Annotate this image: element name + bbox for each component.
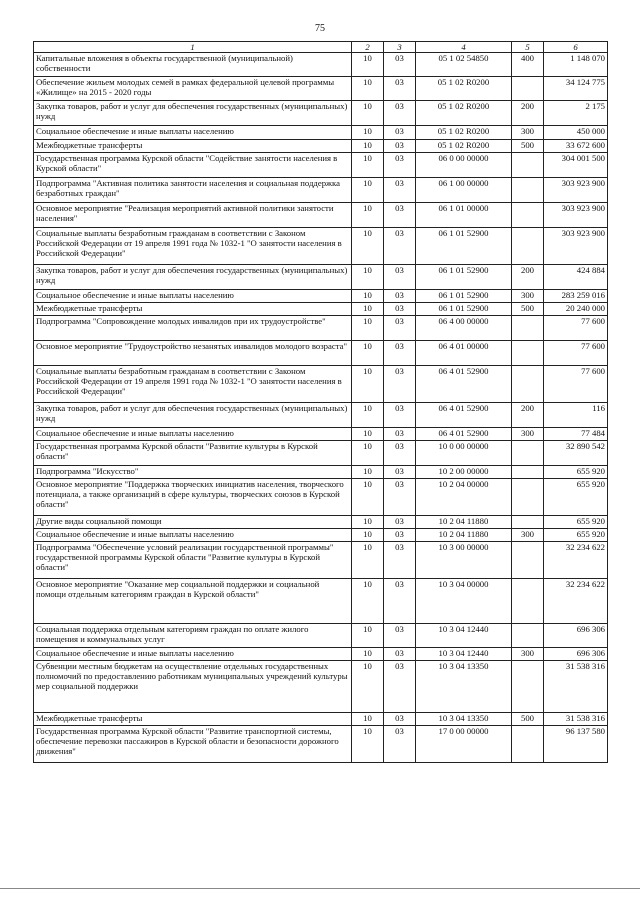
row-section-cell: 10 (352, 661, 384, 713)
row-name-cell: Социальная поддержка отдельным категориям граждан по оплате жилого помещения и коммунальных услуг (34, 624, 352, 648)
row-article-cell: 06 4 01 52900 (416, 428, 512, 441)
table-row (34, 366, 608, 403)
row-amount-cell: 303 923 900 (544, 203, 608, 228)
row-expense-type-cell (512, 542, 544, 579)
row-expense-type-cell (512, 441, 544, 466)
page-number: 75 (315, 23, 325, 34)
row-name-cell: Межбюджетные трансферты (34, 140, 352, 153)
row-article-cell: 05 1 02 R0200 (416, 126, 512, 140)
row-name-cell: Закупка товаров, работ и услуг для обеспечения государственных (муниципальных) нужд (34, 265, 352, 290)
row-name-cell: Другие виды социальной помощи (34, 516, 352, 529)
row-name-cell: Основное мероприятие "Оказание мер социальной поддержки и социальной помощи отдельным категориям граждан в Курской области" (34, 579, 352, 624)
row-name-cell: Основное мероприятие "Трудоустройство незанятых инвалидов молодого возраста" (34, 341, 352, 366)
table-row (34, 542, 608, 579)
row-amount-cell: 1 148 070 (544, 53, 608, 77)
row-name-cell: Подпрограмма "Сопровождение молодых инвалидов при их трудоустройстве" (34, 316, 352, 341)
row-subsection-cell: 03 (384, 579, 416, 624)
row-name-cell: Социальное обеспечение и иные выплаты населению (34, 126, 352, 140)
row-section-cell: 10 (352, 624, 384, 648)
row-subsection-cell: 03 (384, 228, 416, 265)
row-section-cell: 10 (352, 366, 384, 403)
table-row (34, 140, 608, 153)
row-amount-cell: 77 484 (544, 428, 608, 441)
row-subsection-cell: 03 (384, 479, 416, 516)
row-section-cell: 10 (352, 153, 384, 178)
table-row (34, 648, 608, 661)
row-subsection-cell: 03 (384, 140, 416, 153)
row-amount-cell: 655 920 (544, 529, 608, 542)
row-section-cell: 10 (352, 290, 384, 303)
table-row (34, 516, 608, 529)
row-name-cell: Социальное обеспечение и иные выплаты населению (34, 529, 352, 542)
row-section-cell: 10 (352, 178, 384, 203)
row-amount-cell: 283 259 016 (544, 290, 608, 303)
row-expense-type-cell: 300 (512, 126, 544, 140)
row-amount-cell: 655 920 (544, 479, 608, 516)
row-section-cell: 10 (352, 542, 384, 579)
row-section-cell: 10 (352, 403, 384, 428)
row-amount-cell: 77 600 (544, 316, 608, 341)
budget-table (33, 41, 608, 763)
row-article-cell: 06 0 00 00000 (416, 153, 512, 178)
row-article-cell: 06 1 01 00000 (416, 203, 512, 228)
row-section-cell: 10 (352, 77, 384, 101)
row-subsection-cell: 03 (384, 341, 416, 366)
row-article-cell: 06 1 01 52900 (416, 290, 512, 303)
row-name-cell: Государственная программа Курской области "Развитие транспортной системы, обеспечение перевозки пассажиров в Курской области и безопасности дорожного движения" (34, 726, 352, 763)
row-name-cell: Межбюджетные трансферты (34, 713, 352, 726)
row-name-cell: Межбюджетные трансферты (34, 303, 352, 316)
row-subsection-cell: 03 (384, 624, 416, 648)
row-amount-cell: 34 124 775 (544, 77, 608, 101)
row-subsection-cell: 03 (384, 126, 416, 140)
row-name-cell: Государственная программа Курской области "Развитие культуры в Курской области" (34, 441, 352, 466)
row-amount-cell: 32 234 622 (544, 542, 608, 579)
row-amount-cell: 696 306 (544, 648, 608, 661)
row-expense-type-cell: 500 (512, 140, 544, 153)
row-subsection-cell: 03 (384, 466, 416, 479)
row-article-cell: 10 2 04 00000 (416, 479, 512, 516)
table-row (34, 661, 608, 713)
row-section-cell: 10 (352, 466, 384, 479)
row-name-cell: Социальное обеспечение и иные выплаты населению (34, 428, 352, 441)
row-article-cell: 10 3 04 13350 (416, 713, 512, 726)
row-amount-cell: 20 240 000 (544, 303, 608, 316)
row-expense-type-cell (512, 316, 544, 341)
column-header-expense-type: 5 (512, 42, 544, 53)
row-name-cell: Государственная программа Курской области "Содействие занятости населения в Курской области" (34, 153, 352, 178)
row-section-cell: 10 (352, 316, 384, 341)
row-name-cell: Субвенции местным бюджетам на осуществление отдельных государственных полномочий по предоставлению работникам муниципальных учреждений культуры мер социальной поддержки (34, 661, 352, 713)
row-amount-cell: 2 175 (544, 101, 608, 126)
row-section-cell: 10 (352, 265, 384, 290)
row-name-cell: Обеспечение жильем молодых семей в рамках федеральной целевой программы «Жилище» на 2015 - 2020 годы (34, 77, 352, 101)
row-expense-type-cell: 500 (512, 713, 544, 726)
row-article-cell: 06 1 01 52900 (416, 228, 512, 265)
column-header-article: 4 (416, 42, 512, 53)
row-section-cell: 10 (352, 516, 384, 529)
table-row (34, 624, 608, 648)
row-amount-cell: 96 137 580 (544, 726, 608, 763)
row-section-cell: 10 (352, 428, 384, 441)
row-section-cell: 10 (352, 648, 384, 661)
row-article-cell: 06 1 01 52900 (416, 303, 512, 316)
row-amount-cell: 116 (544, 403, 608, 428)
column-header-amount: 6 (544, 42, 608, 53)
row-name-cell: Закупка товаров, работ и услуг для обеспечения государственных (муниципальных) нужд (34, 403, 352, 428)
row-article-cell: 05 1 02 R0200 (416, 140, 512, 153)
row-subsection-cell: 03 (384, 53, 416, 77)
row-article-cell: 05 1 02 54850 (416, 53, 512, 77)
row-section-cell: 10 (352, 726, 384, 763)
table-row (34, 441, 608, 466)
row-article-cell: 05 1 02 R0200 (416, 101, 512, 126)
column-header-section: 2 (352, 42, 384, 53)
column-header-name: 1 (34, 42, 352, 53)
row-article-cell: 06 4 01 52900 (416, 366, 512, 403)
row-amount-cell: 32 890 542 (544, 441, 608, 466)
row-expense-type-cell: 200 (512, 265, 544, 290)
row-subsection-cell: 03 (384, 661, 416, 713)
table-row (34, 265, 608, 290)
row-amount-cell: 424 884 (544, 265, 608, 290)
row-expense-type-cell: 300 (512, 428, 544, 441)
row-name-cell: Подпрограмма "Активная политика занятости населения и социальная поддержка безработных граждан" (34, 178, 352, 203)
table-row (34, 341, 608, 366)
row-section-cell: 10 (352, 479, 384, 516)
row-amount-cell: 655 920 (544, 466, 608, 479)
row-expense-type-cell: 500 (512, 303, 544, 316)
row-article-cell: 10 3 04 12440 (416, 624, 512, 648)
row-article-cell: 10 2 00 00000 (416, 466, 512, 479)
table-row (34, 403, 608, 428)
row-expense-type-cell: 200 (512, 403, 544, 428)
bottom-scan-edge (0, 888, 640, 889)
row-expense-type-cell (512, 228, 544, 265)
row-subsection-cell: 03 (384, 428, 416, 441)
table-row (34, 726, 608, 763)
row-subsection-cell: 03 (384, 178, 416, 203)
row-expense-type-cell (512, 466, 544, 479)
row-subsection-cell: 03 (384, 265, 416, 290)
row-section-cell: 10 (352, 53, 384, 77)
row-subsection-cell: 03 (384, 648, 416, 661)
table-row (34, 101, 608, 126)
row-expense-type-cell (512, 153, 544, 178)
row-expense-type-cell: 300 (512, 648, 544, 661)
row-subsection-cell: 03 (384, 542, 416, 579)
row-expense-type-cell: 400 (512, 53, 544, 77)
row-expense-type-cell (512, 726, 544, 763)
row-amount-cell: 31 538 316 (544, 713, 608, 726)
row-expense-type-cell (512, 516, 544, 529)
row-article-cell: 06 4 00 00000 (416, 316, 512, 341)
row-amount-cell: 303 923 900 (544, 178, 608, 203)
row-article-cell: 06 4 01 00000 (416, 341, 512, 366)
row-section-cell: 10 (352, 441, 384, 466)
row-amount-cell: 33 672 600 (544, 140, 608, 153)
table-header-row (34, 42, 608, 53)
row-article-cell: 10 3 04 00000 (416, 579, 512, 624)
row-article-cell: 10 0 00 00000 (416, 441, 512, 466)
row-article-cell: 10 3 00 00000 (416, 542, 512, 579)
row-subsection-cell: 03 (384, 713, 416, 726)
row-subsection-cell: 03 (384, 203, 416, 228)
row-amount-cell: 303 923 900 (544, 228, 608, 265)
row-expense-type-cell: 200 (512, 101, 544, 126)
row-article-cell: 06 4 01 52900 (416, 403, 512, 428)
row-expense-type-cell (512, 366, 544, 403)
row-amount-cell: 450 000 (544, 126, 608, 140)
row-article-cell: 10 3 04 13350 (416, 661, 512, 713)
table-row (34, 579, 608, 624)
table-row (34, 303, 608, 316)
row-expense-type-cell: 300 (512, 529, 544, 542)
row-subsection-cell: 03 (384, 516, 416, 529)
row-expense-type-cell: 300 (512, 290, 544, 303)
row-section-cell: 10 (352, 101, 384, 126)
row-article-cell: 10 2 04 11880 (416, 529, 512, 542)
row-expense-type-cell (512, 203, 544, 228)
row-name-cell: Подпрограмма "Обеспечение условий реализации государственной программы" государственной программы Курской области "Развитие культуры в Курской области" (34, 542, 352, 579)
row-expense-type-cell (512, 479, 544, 516)
row-name-cell: Основное мероприятие "Реализация мероприятий активной политики занятости населения" (34, 203, 352, 228)
row-section-cell: 10 (352, 529, 384, 542)
row-subsection-cell: 03 (384, 290, 416, 303)
row-article-cell: 10 3 04 12440 (416, 648, 512, 661)
row-section-cell: 10 (352, 203, 384, 228)
row-article-cell: 06 1 01 52900 (416, 265, 512, 290)
row-section-cell: 10 (352, 303, 384, 316)
row-article-cell: 17 0 00 00000 (416, 726, 512, 763)
row-article-cell: 10 2 04 11880 (416, 516, 512, 529)
row-expense-type-cell (512, 579, 544, 624)
row-section-cell: 10 (352, 341, 384, 366)
row-name-cell: Подпрограмма "Искусство" (34, 466, 352, 479)
table-row (34, 479, 608, 516)
row-article-cell: 05 1 02 R0200 (416, 77, 512, 101)
row-subsection-cell: 03 (384, 529, 416, 542)
row-section-cell: 10 (352, 579, 384, 624)
row-expense-type-cell (512, 624, 544, 648)
table-row (34, 529, 608, 542)
table-row (34, 466, 608, 479)
table-row (34, 316, 608, 341)
row-name-cell: Социальные выплаты безработным гражданам в соответствии с Законом Российской Федерации от 19 апреля 1991 года № 1032-1 "О занятости населения в Российской Федерации" (34, 228, 352, 265)
table-row (34, 428, 608, 441)
table-row (34, 77, 608, 101)
table-body (34, 53, 608, 763)
row-section-cell: 10 (352, 713, 384, 726)
row-name-cell: Социальные выплаты безработным гражданам в соответствии с Законом Российской Федерации от 19 апреля 1991 года № 1032-1 "О занятости населения в Российской Федерации" (34, 366, 352, 403)
table-row (34, 713, 608, 726)
row-expense-type-cell (512, 341, 544, 366)
row-amount-cell: 655 920 (544, 516, 608, 529)
row-expense-type-cell (512, 661, 544, 713)
table-row (34, 203, 608, 228)
row-subsection-cell: 03 (384, 316, 416, 341)
row-expense-type-cell (512, 178, 544, 203)
row-name-cell: Закупка товаров, работ и услуг для обеспечения государственных (муниципальных) нужд (34, 101, 352, 126)
row-amount-cell: 31 538 316 (544, 661, 608, 713)
row-subsection-cell: 03 (384, 726, 416, 763)
row-amount-cell: 304 001 500 (544, 153, 608, 178)
row-subsection-cell: 03 (384, 303, 416, 316)
row-name-cell: Социальное обеспечение и иные выплаты населению (34, 290, 352, 303)
table-row (34, 290, 608, 303)
row-amount-cell: 77 600 (544, 366, 608, 403)
table-row (34, 53, 608, 77)
table-row (34, 153, 608, 178)
row-section-cell: 10 (352, 228, 384, 265)
row-name-cell: Социальное обеспечение и иные выплаты населению (34, 648, 352, 661)
row-section-cell: 10 (352, 140, 384, 153)
table-row (34, 126, 608, 140)
row-section-cell: 10 (352, 126, 384, 140)
row-expense-type-cell (512, 77, 544, 101)
row-amount-cell: 696 306 (544, 624, 608, 648)
row-subsection-cell: 03 (384, 77, 416, 101)
row-name-cell: Основное мероприятие "Поддержка творческих инициатив населения, творческого потенциала, а также организаций в сфере культуры, творческих союзов в Курской области" (34, 479, 352, 516)
row-subsection-cell: 03 (384, 403, 416, 428)
row-amount-cell: 77 600 (544, 341, 608, 366)
column-header-subsection: 3 (384, 42, 416, 53)
row-article-cell: 06 1 00 00000 (416, 178, 512, 203)
row-subsection-cell: 03 (384, 366, 416, 403)
row-subsection-cell: 03 (384, 441, 416, 466)
row-amount-cell: 32 234 622 (544, 579, 608, 624)
table-row (34, 228, 608, 265)
row-subsection-cell: 03 (384, 153, 416, 178)
table-row (34, 178, 608, 203)
row-subsection-cell: 03 (384, 101, 416, 126)
row-name-cell: Капитальные вложения в объекты государственной (муниципальной) собственности (34, 53, 352, 77)
